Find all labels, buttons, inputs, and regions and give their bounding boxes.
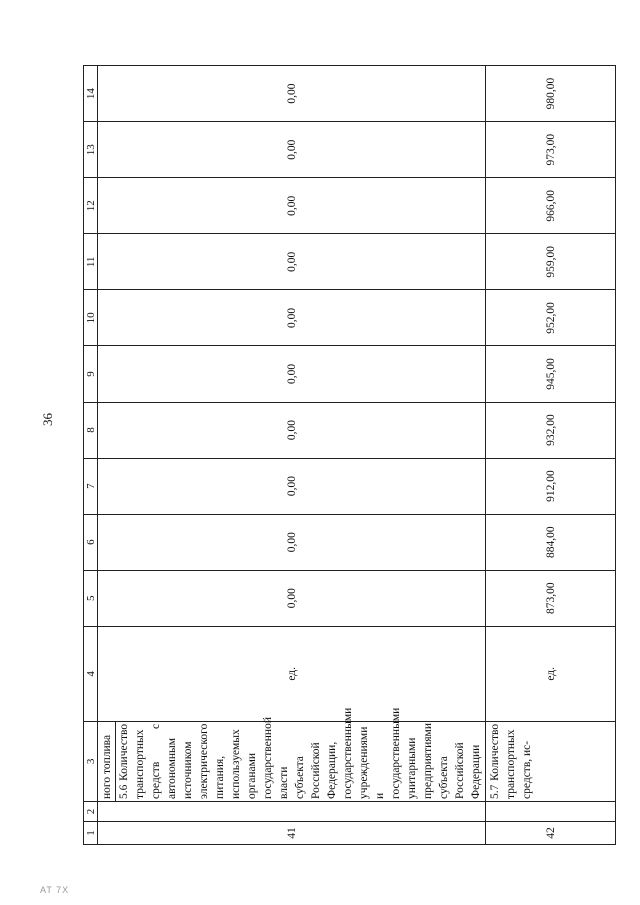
table-row [98,66,486,845]
column-header: 2 [84,801,98,821]
row-number: 41 [98,821,486,844]
indicator-name: 5.7 Количество транспортных средств, ис- [489,723,533,799]
empty-cell [486,801,616,821]
value-cell: 873,00 [486,570,616,626]
column-header: 13 [84,122,98,178]
value-cell: 0,00 [98,346,486,402]
column-header: 9 [84,346,98,402]
value-cell: 980,00 [486,66,616,122]
value-cell: 0,00 [98,234,486,290]
value-cell: 966,00 [486,178,616,234]
table-row [486,66,616,845]
unit-cell: ед. [486,626,616,721]
page-stamp: AT 7X [40,885,70,895]
value-cell: 952,00 [486,290,616,346]
column-header: 12 [84,178,98,234]
data-table [83,65,616,845]
column-header: 5 [84,570,98,626]
value-cell: 0,00 [98,514,486,570]
header-row [84,66,98,845]
value-cell: 945,00 [486,346,616,402]
column-header: 4 [84,626,98,721]
indicator-name-cell [486,721,616,801]
indicator-name-cell [98,707,486,801]
value-cell: 912,00 [486,458,616,514]
column-header: 1 [84,821,98,844]
value-cell: 0,00 [98,402,486,458]
indicator-name: 5.6 Количество транспортных средств с автономным источником электрического питания, используемых органами государственной власти субъекта Российской Федерации, государственными учреждениями и государственными унитарными предприятиями субъекта Российской Федерации [118,707,482,799]
rotated-table-container [83,65,563,845]
value-cell: 0,00 [98,122,486,178]
unit-cell: ед. [98,626,486,721]
value-cell: 0,00 [98,178,486,234]
value-cell: 973,00 [486,122,616,178]
column-header: 6 [84,514,98,570]
column-header: 11 [84,234,98,290]
row-number: 42 [486,821,616,844]
column-header: 3 [84,721,98,801]
value-cell: 884,00 [486,514,616,570]
empty-cell [98,801,486,821]
value-cell: 0,00 [98,570,486,626]
column-header: 8 [84,402,98,458]
value-cell: 932,00 [486,402,616,458]
value-cell: 0,00 [98,290,486,346]
value-cell: 959,00 [486,234,616,290]
column-header: 10 [84,290,98,346]
column-header: 14 [84,66,98,122]
page-number: 36 [40,413,55,426]
column-header: 7 [84,458,98,514]
carryover-text: ного топлива [99,722,116,801]
value-cell: 0,00 [98,66,486,122]
value-cell: 0,00 [98,458,486,514]
